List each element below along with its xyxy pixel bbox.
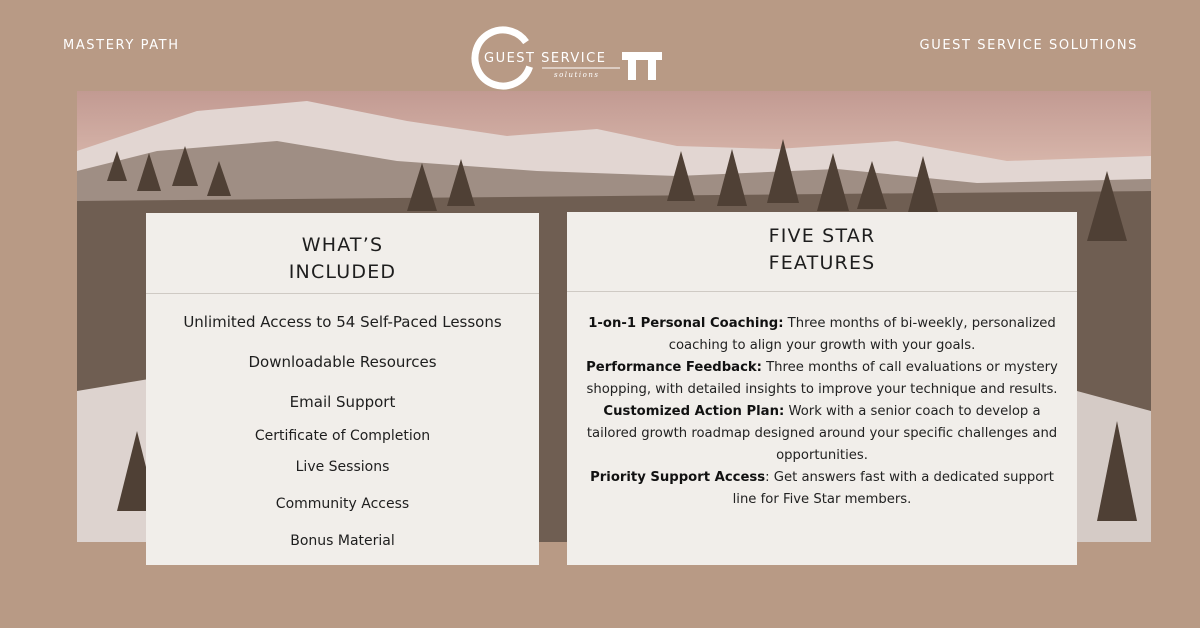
divider <box>146 293 539 294</box>
included-item: Downloadable Resources <box>248 353 437 371</box>
included-item: Bonus Material <box>290 533 395 549</box>
whats-included-title <box>146 232 539 286</box>
five-star-features-card <box>567 212 1077 565</box>
included-item: Unlimited Access to 54 Self-Paced Lessons <box>183 313 502 331</box>
feature-text: Three months of bi-weekly, personalized coaching to align your growth with your goals. <box>668 316 1056 353</box>
divider <box>567 291 1077 292</box>
feature-text: Work with a senior coach to develop a tailored growth roadmap designed around your specific challenges and opportunities. <box>586 404 1058 463</box>
mastery-path-label: MASTERY PATH <box>63 38 180 53</box>
feature-label: Customized Action Plan: <box>603 404 785 419</box>
title-line-1: WHAT’S <box>301 234 384 256</box>
included-item: Email Support <box>289 393 396 411</box>
feature-item <box>585 401 1059 467</box>
feature-item <box>585 313 1059 357</box>
features-list <box>585 313 1059 511</box>
title-line-1: FIVE STAR <box>768 225 876 247</box>
included-item: Live Sessions <box>295 459 390 475</box>
feature-item <box>585 357 1059 401</box>
included-item: Certificate of Completion <box>254 428 431 444</box>
logo-wordmark: GUEST SERVICE <box>484 51 607 66</box>
guest-service-logo <box>470 24 670 96</box>
feature-text: : Get answers fast with a dedicated support line for Five Star members. <box>732 470 1054 507</box>
feature-item <box>585 467 1059 511</box>
whats-included-card <box>146 213 539 565</box>
feature-text: Three months of call evaluations or mystery shopping, with detailed insights to improve your technique and results. <box>586 360 1058 397</box>
feature-label: Performance Feedback: <box>586 360 762 375</box>
logo-subword: solutions <box>554 71 600 79</box>
brand-name-label: GUEST SERVICE SOLUTIONS <box>919 38 1138 53</box>
included-item: Community Access <box>275 496 410 512</box>
title-line-2: INCLUDED <box>288 261 397 283</box>
title-line-2: FEATURES <box>768 252 876 274</box>
five-star-title <box>567 223 1077 277</box>
feature-label: Priority Support Access <box>590 470 766 485</box>
feature-label: 1-on-1 Personal Coaching: <box>588 316 784 331</box>
